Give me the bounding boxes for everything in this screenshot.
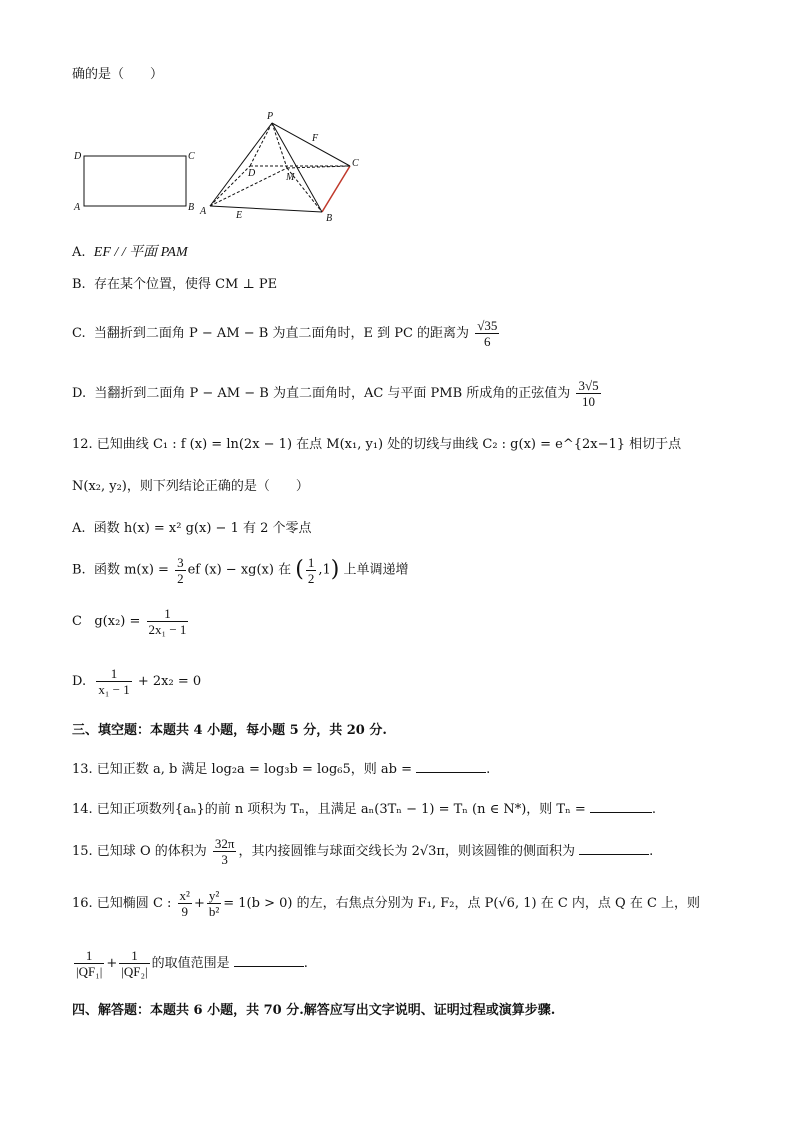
q11-c-fraction: $\frac{√35}{6}$ (477, 318, 498, 349)
section-3-heading: 三、填空题：本题共 4 小题，每小题 5 分，共 20 分. (72, 723, 387, 738)
q12-option-d: D. $\frac{1}{\text{x₁ − 1}}$ + 2x₂ = 0 (72, 666, 202, 697)
answer-blank[interactable] (416, 760, 486, 773)
q15: 15. 已知球 O 的体积为 $\frac{32\pi}{3}$ ，其内接圆锥与球面交线长为 2√3π，则该圆锥的侧面积为 . (72, 836, 654, 867)
pyr-label-b: B (326, 213, 333, 224)
q12-option-a: A. 函数 h(x) = x² g(x) − 1 有 2 个零点 (72, 521, 312, 536)
answer-blank[interactable] (234, 954, 304, 967)
q11-figure (72, 108, 372, 228)
section-4-heading: 四、解答题：本题共 6 小题，共 70 分.解答应写出文字说明、证明过程或演算步骤. (72, 1003, 556, 1018)
pyr-label-p: P (267, 111, 274, 122)
q12-option-c: C g(x₂) = $\frac{1}{\text{2x₁ − 1}}$ (72, 606, 187, 637)
q11-tail: 确的是（ ） (72, 67, 164, 82)
rect-label-a: A (74, 202, 81, 213)
pyr-label-a: A (200, 206, 207, 217)
rect-label-c: C (188, 151, 195, 162)
rect-label-d: D (74, 151, 82, 162)
q11-d-fraction: $\frac{3√5}{10}$ (578, 378, 599, 409)
q11-option-d: D. 当翻折到二面角 P − AM − B 为直二面角时，AC 与平面 PMB 所成角的正弦值为 $\frac{3√5}{10}$ (72, 378, 599, 409)
pyr-label-m: M (286, 172, 295, 183)
pyr-label-d: D (248, 168, 256, 179)
q11-option-b: B. 存在某个位置，使得 CM ⊥ PE (72, 277, 278, 292)
q12-option-b: B. 函数 m(x) = $\frac{3}{2}$ ef (x) − xg(x) 在 ( $\frac{1}{2}$ ,1) 上单调递增 (72, 554, 409, 586)
rectangle-abcd (84, 156, 186, 206)
answer-blank[interactable] (590, 800, 652, 813)
answer-blank[interactable] (579, 842, 649, 855)
q11-option-c: C. 当翻折到二面角 P − AM − B 为直二面角时，E 到 PC 的距离为 $\frac{√35}{6}$ (72, 318, 498, 349)
pyr-label-c: C (352, 158, 359, 169)
q11-option-a: A. EF / / 平面 PAM (72, 245, 188, 260)
q14: 14. 已知正项数列{aₙ}的前 n 项积为 Tₙ，且满足 aₙ(3Tₙ − 1) = Tₙ (n ∈ N*)，则 Tₙ = . (72, 802, 657, 817)
q12-line1: 12. 已知曲线 C₁ : f (x) = ln(2x − 1) 在点 M(x₁, y₁) 处的切线与曲线 C₂ : g(x) = e^{2x−1} 相切于点 (72, 437, 682, 452)
q16-line2: $\frac{1}{\text{|QF₁|}}$ + $\frac{1}{\text{|QF₂|}}$ 的取值范围是 . (76, 948, 308, 979)
q12-line2: N(x₂, y₂)，则下列结论正确的是（ ） (72, 479, 309, 494)
pyr-label-f: F (312, 133, 319, 144)
q16-line1: 16. 已知椭圆 C : $\frac{\text{x²}}{9}$ + $\frac{\text{y²}}{\text{b²}}$ = 1(b > 0) 的左，右焦点分别为 F₁, F₂，点 P(√6, 1) 在 C 内，点 Q 在 C 上，则 (72, 888, 701, 919)
rect-label-b: B (188, 202, 195, 213)
q13: 13. 已知正数 a, b 满足 log₂a = log₃b = log₆5，则 ab = . (72, 762, 491, 777)
pyr-label-e: E (236, 210, 243, 221)
